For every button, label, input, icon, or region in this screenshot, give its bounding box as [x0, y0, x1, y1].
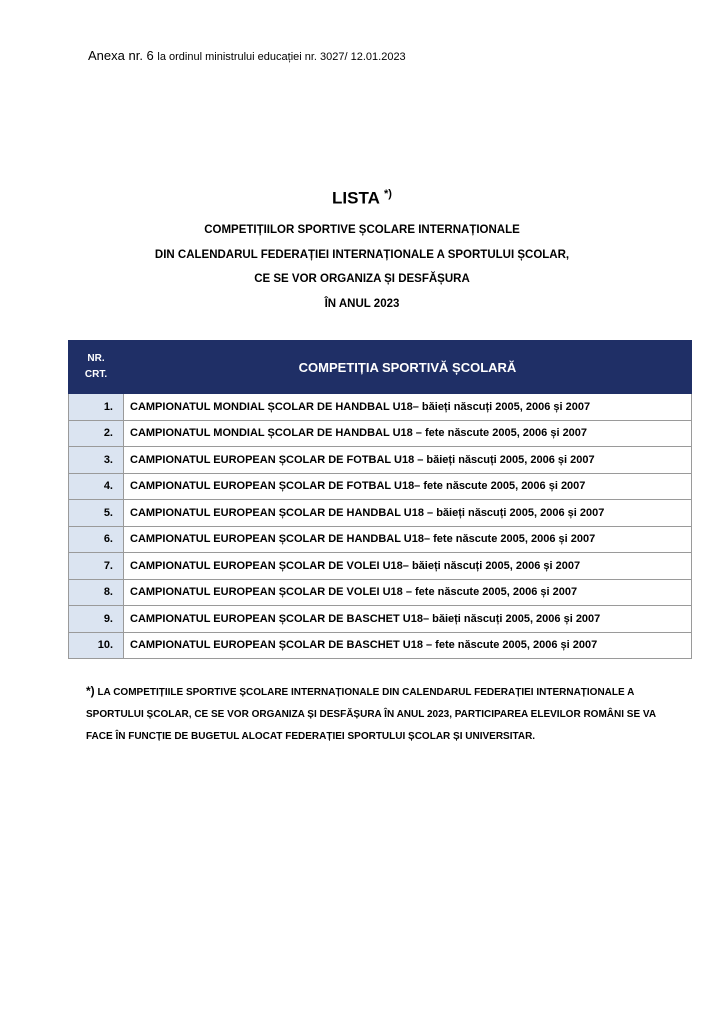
row-number: 7. — [69, 553, 124, 580]
row-number: 4. — [69, 473, 124, 500]
header-competition: COMPETIȚIA SPORTIVĂ ȘCOLARĂ — [124, 341, 692, 394]
annex-label: Anexa nr. 6 — [88, 48, 154, 63]
row-number: 8. — [69, 579, 124, 606]
table-row — [69, 447, 692, 474]
row-competition: CAMPIONATUL MONDIAL ȘCOLAR DE HANDBAL U18 – fete născute 2005, 2006 și 2007 — [124, 420, 692, 447]
footnote-text: LA COMPETIȚIILE SPORTIVE ȘCOLARE INTERNAȚIONALE DIN CALENDARUL FEDERAȚIEI INTERNAȚIONALE A SPORTULUI ȘCOLAR, CE SE VOR ORGANIZA ȘI DESFĂȘURA ÎN ANUL 2023, PARTICIPAREA ELEVILOR ROMÂNI SE VA FACE ÎN FUNCȚIE DE BUGETUL ALOCAT FEDERAȚIEI SPORTULUI ȘCOLAR ȘI UNIVERSITAR. — [86, 687, 656, 742]
table-row — [69, 420, 692, 447]
table-row — [69, 473, 692, 500]
table-row — [69, 500, 692, 527]
table-row — [69, 606, 692, 633]
row-competition: CAMPIONATUL EUROPEAN ȘCOLAR DE FOTBAL U18 – băieți născuți 2005, 2006 și 2007 — [124, 447, 692, 474]
row-number: 6. — [69, 526, 124, 553]
subtitle-line: CE SE VOR ORGANIZA ȘI DESFĂȘURA — [254, 273, 470, 285]
table-row — [69, 579, 692, 606]
header-crt-line: CRT. — [84, 369, 108, 380]
title-main: LISTA — [332, 188, 380, 208]
annex-header — [88, 48, 406, 63]
subtitle-line: ÎN ANUL 2023 — [324, 297, 400, 310]
row-competition: CAMPIONATUL EUROPEAN ȘCOLAR DE VOLEI U18– băieți născuți 2005, 2006 și 2007 — [124, 553, 692, 580]
page-title — [0, 188, 724, 209]
row-number: 10. — [69, 632, 124, 659]
footnote-mark: *) — [86, 684, 95, 698]
row-competition: CAMPIONATUL EUROPEAN ȘCOLAR DE BASCHET U18 – fete născute 2005, 2006 și 2007 — [124, 632, 692, 659]
row-number: 5. — [69, 500, 124, 527]
footnote — [86, 680, 666, 748]
annex-reference: la ordinul ministrului educației nr. 3027/ 12.01.2023 — [157, 51, 406, 63]
row-number: 9. — [69, 606, 124, 633]
row-competition: CAMPIONATUL EUROPEAN ȘCOLAR DE BASCHET U18– băieți născuți 2005, 2006 și 2007 — [124, 606, 692, 633]
row-competition: CAMPIONATUL EUROPEAN ȘCOLAR DE FOTBAL U18– fete născute 2005, 2006 și 2007 — [124, 473, 692, 500]
table-header-row — [69, 341, 692, 394]
table-row — [69, 553, 692, 580]
row-competition: CAMPIONATUL EUROPEAN ȘCOLAR DE HANDBAL U18 – băieți născuți 2005, 2006 și 2007 — [124, 500, 692, 527]
row-number: 1. — [69, 394, 124, 421]
table-row — [69, 632, 692, 659]
table-row — [69, 394, 692, 421]
subtitle-line: DIN CALENDARUL FEDERAȚIEI INTERNAȚIONALE A SPORTULUI ȘCOLAR, — [154, 248, 570, 261]
header-nr-crt — [69, 341, 124, 394]
row-number: 3. — [69, 447, 124, 474]
header-nr-line: NR. — [87, 353, 105, 364]
competitions-table — [68, 340, 692, 659]
table-row — [69, 526, 692, 553]
row-competition: CAMPIONATUL MONDIAL ȘCOLAR DE HANDBAL U18– băieți născuți 2005, 2006 și 2007 — [124, 394, 692, 421]
page-subtitle — [0, 218, 724, 316]
subtitle-line: COMPETIȚIILOR SPORTIVE ȘCOLARE INTERNAȚIONALE — [204, 224, 520, 236]
title-footnote-mark: *) — [384, 188, 392, 200]
row-number: 2. — [69, 420, 124, 447]
row-competition: CAMPIONATUL EUROPEAN ȘCOLAR DE VOLEI U18 – fete născute 2005, 2006 și 2007 — [124, 579, 692, 606]
row-competition: CAMPIONATUL EUROPEAN ȘCOLAR DE HANDBAL U18– fete născute 2005, 2006 și 2007 — [124, 526, 692, 553]
